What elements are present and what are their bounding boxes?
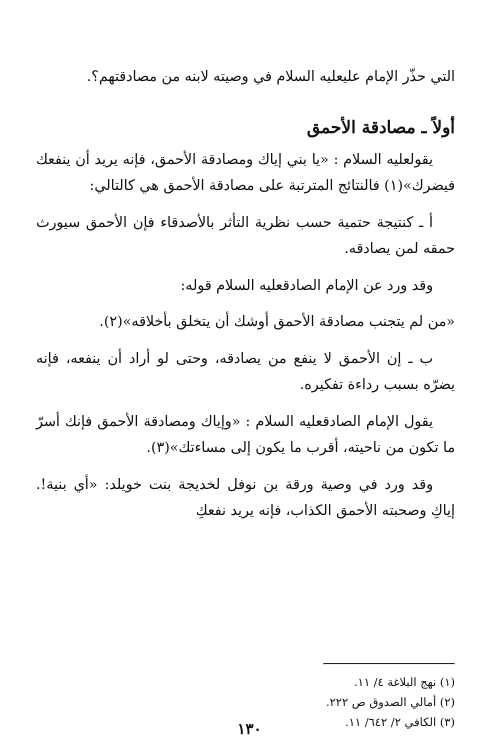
page-body bbox=[36, 64, 455, 755]
footnote-divider bbox=[323, 663, 455, 665]
footnote-3: (٣) الكافي ٢/ ٦٤٢/ ١١. bbox=[345, 715, 455, 729]
paragraph-5: يقول الإمام الصادقعليه السلام : «وإياك ومصادقة الأحمق فإنك أسرّ ما تكون من ناحيته، أقرب ما يكون إلى مساءتك»(٣). bbox=[36, 413, 455, 456]
paragraph-4: ب ـ إن الأحمق لا ينفع من يصادقه، وحتى لو أراد أن ينفعه، فإنه يضرّه بسبب رداءة تفكيره. bbox=[36, 350, 455, 393]
paragraph-3: وقد ورد عن الإمام الصادقعليه السلام قوله: bbox=[180, 277, 433, 294]
paragraph-1: يقولعليه السلام : «يا بني إياك ومصادقة الأحمق، فإنه يريد أن ينفعك فيضرك»(١) فالنتائج المترتبة على مصادقة الأحمق هي كالتالي: bbox=[36, 151, 455, 194]
page-number: ١٣٠ bbox=[237, 720, 262, 738]
paragraph-6: وقد ورد في وصية ورقة بن نوفل لخديجة بنت خويلد: «أي بنية!. إياكِ وصحبته الأحمق الكذاب، فإنه يريد نفعكِ bbox=[36, 476, 455, 519]
paragraph-2: أ ـ كنتيجة حتمية حسب نظرية التأثر بالأصدقاء فإن الأحمق سيورث حمقه لمن يصادقه. bbox=[36, 214, 455, 257]
footnote-1: (١) نهج البلاغة ٤/ ١١. bbox=[353, 675, 455, 689]
section-heading: أولاً ـ مصادقة الأحمق bbox=[306, 117, 455, 138]
paragraph-quote: «من لم يتجنب مصادقة الأحمق أوشك أن يتخلق بأخلاقه»(٢). bbox=[99, 314, 455, 330]
paragraph-intro: التي حذّر الإمام عليعليه السلام في وصيته لابنه من مصادقتهم؟. bbox=[86, 69, 455, 85]
footnote-2: (٢) أمالي الصدوق ص ٢٢٢. bbox=[325, 695, 455, 709]
